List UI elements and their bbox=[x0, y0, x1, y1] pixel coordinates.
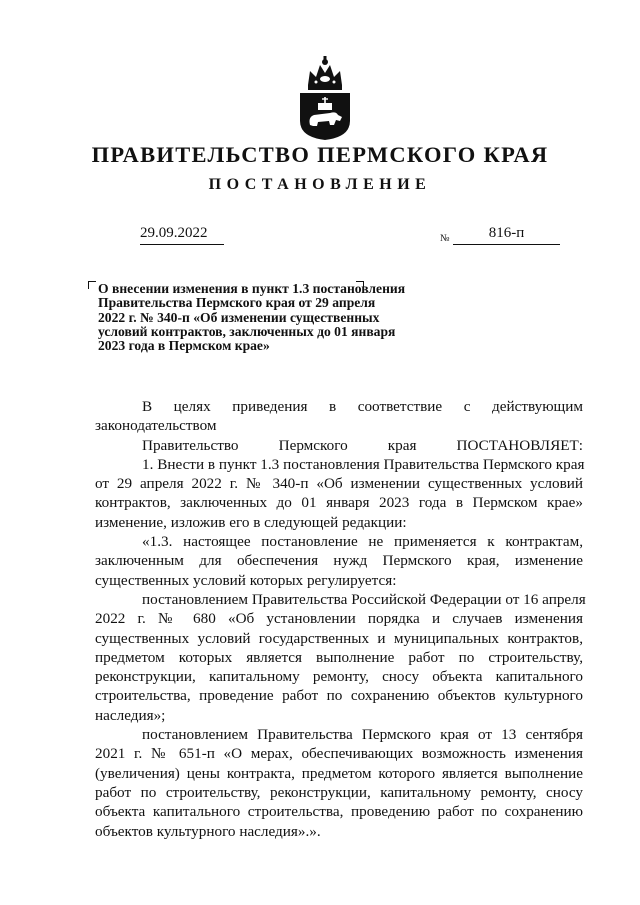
body-line: существенных условий государственных и муниципальных контрактов, bbox=[95, 629, 583, 647]
body-line: объектов культурного наследия».». bbox=[95, 822, 321, 840]
body-line: работ по строительству, реконструкции, капитальному ремонту, сносу bbox=[95, 783, 583, 801]
body-line: Правительство Пермского края ПОСТАНОВЛЯЕТ: bbox=[142, 436, 583, 454]
subject-corner-left bbox=[88, 281, 96, 289]
body-line: реконструкции, капитальному ремонту, сносу объекта капитального bbox=[95, 668, 583, 686]
perm-krai-coat-of-arms-icon bbox=[296, 55, 354, 141]
subject-line: 2023 года в Пермском крае» bbox=[98, 338, 270, 354]
body-line: 2021 г. № 651-п «О мерах, обеспечивающих возможность изменения bbox=[95, 745, 583, 763]
body-line: существенных условий которых регулируется: bbox=[95, 571, 397, 589]
body-line: 2022 г. № 680 «Об установлении порядка и случаев изменения bbox=[95, 610, 583, 628]
decree-body bbox=[95, 397, 586, 841]
body-line: В целях приведения в соответствие с действующим bbox=[142, 398, 583, 415]
number-sign: № bbox=[440, 233, 450, 244]
body-line: предметом которых является выполнение работ по строительству, bbox=[95, 648, 583, 666]
body-line: постановлением Правительства Российской Федерации от 16 апреля bbox=[142, 590, 586, 608]
body-line: «1.3. настоящее постановление не применяется к контрактам, bbox=[142, 533, 583, 551]
document-type: ПОСТАНОВЛЕНИЕ bbox=[208, 176, 432, 193]
subject-line: 2022 г. № 340-п «Об изменении существенных bbox=[98, 309, 380, 325]
body-line: законодательством bbox=[95, 417, 217, 435]
decree-number: 816-п bbox=[453, 225, 560, 245]
body-line: строительства, проведение работ по сохранению объектов культурного bbox=[95, 687, 583, 705]
body-line: постановлением Правительства Пермского края от 13 сентября bbox=[142, 726, 583, 744]
government-title: ПРАВИТЕЛЬСТВО ПЕРМСКОГО КРАЯ bbox=[91, 142, 549, 167]
body-line: контрактов, заключенных до 01 января 2023 года в Пермском крае» bbox=[95, 494, 583, 512]
decree-subject bbox=[98, 282, 458, 353]
subject-line: Правительства Пермского края от 29 апреля bbox=[98, 295, 376, 311]
body-line: (увеличения) цены контракта, предметом которого является выполнение bbox=[95, 764, 583, 782]
body-line: 1. Внести в пункт 1.3 постановления Правительства Пермского края bbox=[142, 455, 585, 473]
decree-date: 29.09.2022 bbox=[140, 225, 224, 245]
subject-line: О внесении изменения в пункт 1.3 постановления bbox=[98, 281, 406, 296]
body-line: изменение, изложив его в следующей редакции: bbox=[95, 513, 407, 531]
subject-line: условий контрактов, заключенных до 01 января bbox=[98, 323, 396, 339]
body-line: наследия»; bbox=[95, 706, 166, 724]
body-line: объекта капитального строительства, проведению работ по сохранению bbox=[95, 803, 583, 821]
body-line: от 29 апреля 2022 г. № 340-п «Об изменении существенных условий bbox=[95, 475, 583, 493]
body-line: заключенным для обеспечения нужд Пермского края, изменение bbox=[95, 552, 583, 570]
